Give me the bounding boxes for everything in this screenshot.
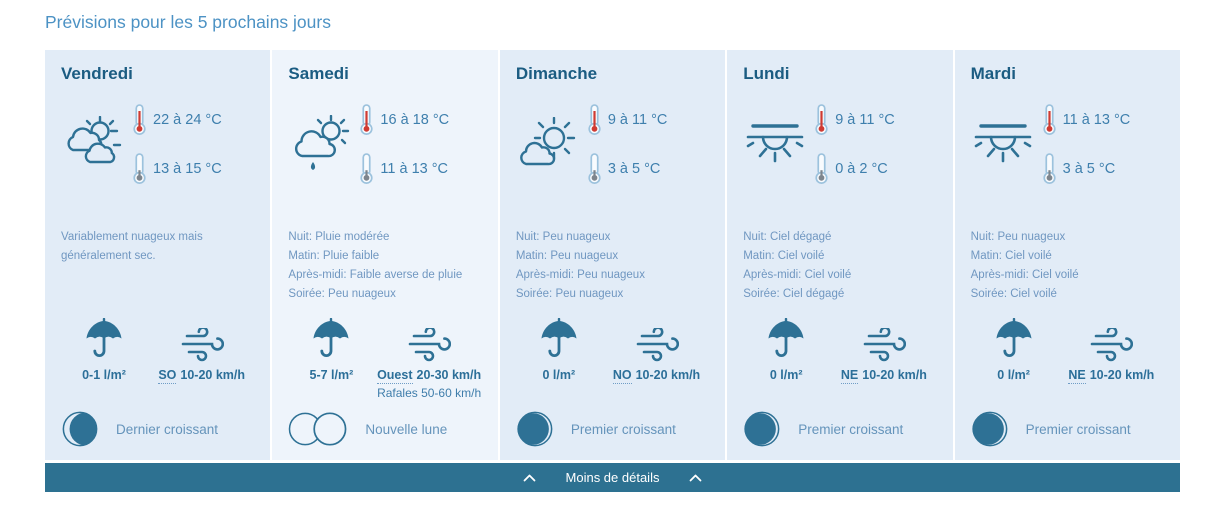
temp-min: 0 à 2 °C	[835, 160, 888, 177]
thermometer-min-icon	[1041, 152, 1058, 185]
wind-direction[interactable]: Ouest	[377, 368, 413, 382]
temp-max: 9 à 11 °C	[607, 111, 668, 128]
precipitation-amount: 0 l/m²	[997, 368, 1030, 382]
description-line: Matin: Pluie faible	[288, 250, 380, 262]
temp-max: 9 à 11 °C	[835, 111, 895, 128]
temp-max: 11 à 13 °C	[1062, 111, 1131, 128]
wind-info	[829, 368, 938, 382]
thermometer-min-icon	[586, 152, 603, 185]
description-line: Après-midi: Ciel voilé	[970, 269, 1079, 281]
day-name: Lundi	[743, 64, 790, 83]
thermometer-max-icon	[1041, 103, 1058, 136]
forecast-description	[743, 228, 938, 312]
umbrella-icon	[743, 318, 829, 362]
day-name: Dimanche	[515, 64, 598, 83]
forecast-card-mardi[interactable]	[955, 50, 1180, 460]
thermometer-max-icon	[586, 103, 603, 136]
wind-info	[147, 368, 256, 382]
wind-gusts: Rafales 50-60 km/h	[377, 386, 482, 400]
wind-icon	[374, 318, 483, 362]
wind-icon	[1057, 318, 1166, 362]
toggle-details-button[interactable]	[45, 463, 1180, 492]
description-line: Nuit: Peu nuageux	[515, 231, 611, 243]
sun-cloud-rain-icon	[288, 113, 352, 175]
wind-direction[interactable]: SO	[158, 368, 177, 382]
thermometer-max-icon	[131, 103, 148, 136]
sun-with-cloud-icon	[516, 113, 580, 175]
description-line: Matin: Ciel voilé	[970, 250, 1052, 262]
first-crescent-moon-icon	[971, 410, 1009, 448]
temp-min: 13 à 15 °C	[153, 160, 222, 177]
wind-info	[1057, 368, 1166, 382]
day-name: Samedi	[288, 64, 349, 83]
last-crescent-moon-icon	[61, 410, 99, 448]
temp-min: 3 à 5 °C	[1062, 160, 1116, 177]
umbrella-icon	[288, 318, 374, 362]
sun-behind-clouds-icon	[61, 113, 125, 175]
description-line: Après-midi: Faible averse de pluie	[288, 269, 463, 281]
wind-info	[374, 368, 483, 382]
forecast-card-lundi[interactable]	[727, 50, 952, 460]
moon-phase-label: Nouvelle lune	[365, 421, 448, 437]
chevron-up-icon	[523, 474, 536, 482]
description-line: Matin: Ciel voilé	[743, 250, 825, 262]
new-moon-icon	[288, 410, 348, 448]
temp-max: 22 à 24 °C	[153, 111, 222, 128]
description-line: Nuit: Ciel dégagé	[743, 231, 832, 243]
wind-icon	[147, 318, 256, 362]
precipitation-amount: 5-7 l/m²	[309, 368, 354, 382]
toggle-details-label: Moins de détails	[565, 470, 660, 485]
description-line: Nuit: Peu nuageux	[970, 231, 1066, 243]
wind-direction[interactable]: NE	[840, 368, 859, 382]
veiled-sun-icon	[971, 113, 1035, 175]
description-line: Après-midi: Ciel voilé	[743, 269, 852, 281]
forecast-cards	[45, 50, 1180, 460]
thermometer-min-icon	[131, 152, 148, 185]
temp-max: 16 à 18 °C	[380, 111, 450, 128]
wind-speed: 10-20 km/h	[635, 368, 701, 382]
description-line: Soirée: Ciel dégagé	[743, 288, 845, 300]
wind-direction[interactable]: NO	[612, 368, 632, 382]
forecast-description	[971, 228, 1166, 312]
first-crescent-moon-icon	[743, 410, 781, 448]
description-line: Matin: Peu nuageux	[515, 250, 619, 262]
wind-direction[interactable]: NE	[1068, 368, 1086, 382]
page-title: Prévisions pour les 5 prochains jours	[45, 12, 331, 32]
temp-min: 3 à 5 °C	[607, 160, 661, 177]
wind-speed: 10-20 km/h	[1089, 368, 1155, 382]
wind-speed: 10-20 km/h	[180, 368, 246, 382]
thermometer-max-icon	[813, 103, 830, 136]
moon-phase-label: Premier croissant	[570, 421, 676, 437]
forecast-description	[516, 228, 711, 312]
veiled-sun-icon	[743, 113, 807, 175]
forecast-card-samedi[interactable]	[272, 50, 497, 460]
chevron-up-icon	[689, 474, 702, 482]
temp-min: 11 à 13 °C	[380, 160, 449, 177]
forecast-description	[61, 228, 256, 312]
description-line: Nuit: Pluie modérée	[288, 231, 390, 243]
description-line: Après-midi: Peu nuageux	[515, 269, 645, 281]
moon-phase-label: Dernier croissant	[116, 421, 219, 437]
umbrella-icon	[971, 318, 1057, 362]
day-name: Vendredi	[61, 64, 133, 83]
day-name: Mardi	[970, 64, 1016, 83]
moon-phase-label: Premier croissant	[1025, 421, 1131, 437]
precipitation-amount: 0-1 l/m²	[82, 368, 126, 382]
moon-phase-label: Premier croissant	[798, 421, 904, 437]
description-line: Variablement nuageux mais généralement sec.	[61, 231, 203, 262]
description-line: Soirée: Peu nuageux	[288, 288, 396, 300]
thermometer-min-icon	[358, 152, 375, 185]
forecast-card-vendredi[interactable]	[45, 50, 270, 460]
precipitation-amount: 0 l/m²	[769, 368, 803, 382]
thermometer-min-icon	[813, 152, 830, 185]
first-crescent-moon-icon	[516, 410, 554, 448]
wind-info	[602, 368, 711, 382]
description-line: Soirée: Peu nuageux	[515, 288, 624, 300]
description-line: Soirée: Ciel voilé	[970, 288, 1057, 300]
wind-speed: 20-30 km/h	[416, 368, 482, 382]
umbrella-icon	[61, 318, 147, 362]
forecast-description	[288, 228, 483, 312]
wind-icon	[602, 318, 711, 362]
wind-speed: 10-20 km/h	[862, 368, 927, 382]
precipitation-amount: 0 l/m²	[542, 368, 576, 382]
thermometer-max-icon	[358, 103, 375, 136]
forecast-card-dimanche[interactable]	[500, 50, 725, 460]
umbrella-icon	[516, 318, 602, 362]
wind-icon	[829, 318, 938, 362]
